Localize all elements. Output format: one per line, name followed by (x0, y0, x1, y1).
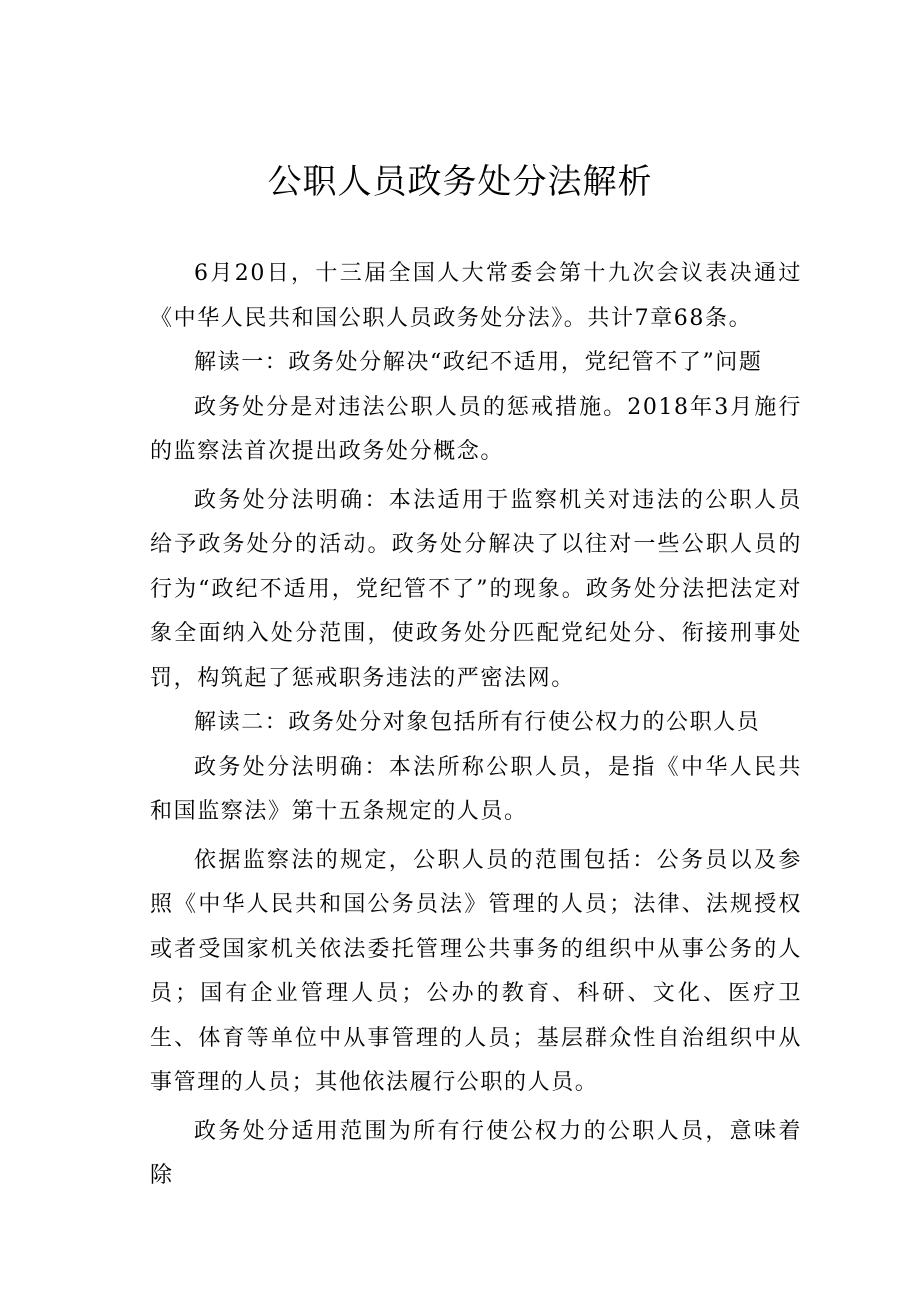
document-title: 公职人员政务处分法解析 (267, 162, 653, 202)
paragraph-officials-range: 依据监察法的规定，公职人员的范围包括：公务员以及参照《中华人民共和国公务员法》管理的人员；法律、法规授权或者受国家机关依法委托管理公共事务的组织中从事公务的人员；国有企业管理人员；公办的教育、科研、文化、医疗卫生、体育等单位中从事管理的人员；基层群众性自治组织中从事管理的人员；其他依法履行公职的人员。 (150, 847, 802, 1095)
paragraph-announcement: 6月20日，十三届全国人大常委会第十九次会议表决通过《中华人民共和国公职人员政务处分法》。共计7章68条。 (150, 261, 802, 331)
paragraph-scope: 政务处分法明确：本法适用于监察机关对违法的公职人员给予政务处分的活动。政务处分解决了以往对一些公职人员的行为“政纪不适用，党纪管不了”的现象。政务处分法把法定对象全面纳入处分范围，使政务处分匹配党纪处分、衔接刑事处罚，构筑起了惩戒职务违法的严密法网。 (150, 487, 802, 691)
paragraph-definition: 政务处分是对违法公职人员的惩戒措施。2018年3月施行的监察法首次提出政务处分概念。 (150, 394, 802, 464)
paragraph-interpretation-two-heading: 解读二：政务处分对象包括所有行使公权力的公职人员 (194, 710, 761, 735)
paragraph-application-scope: 政务处分适用范围为所有行使公权力的公职人员，意味着除 (150, 1118, 802, 1188)
paragraph-public-officials-definition: 政务处分法明确：本法所称公职人员，是指《中华人民共和国监察法》第十五条规定的人员。 (150, 754, 802, 824)
document-body (150, 252, 802, 1199)
paragraph-interpretation-one-heading: 解读一：政务处分解决“政纪不适用，党纪管不了”问题 (194, 350, 763, 375)
